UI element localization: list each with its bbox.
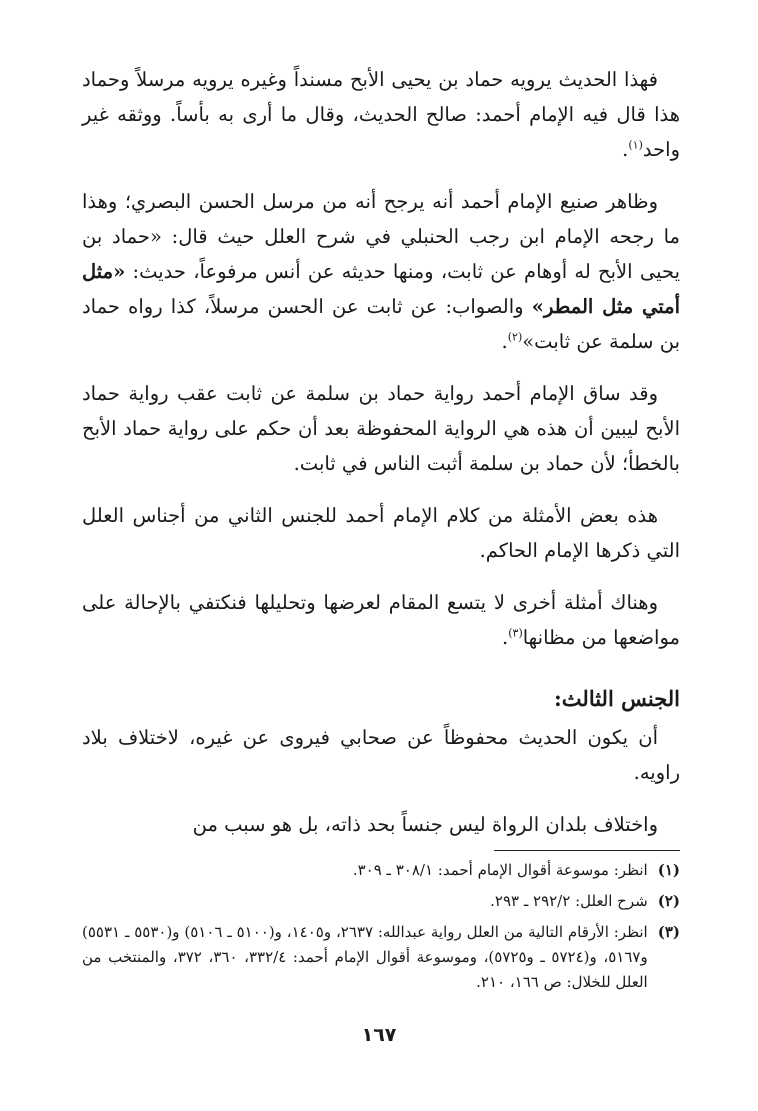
page-number: ١٦٧: [361, 1024, 397, 1046]
paragraph-5-text: وهناك أمثلة أخرى لا يتسع المقام لعرضها وتحليلها فنكتفي بالإحالة على مواضعها من مظانها: [82, 591, 680, 649]
paragraph-2-text-b: والصواب: عن ثابت عن الحسن مرسلاً، كذا رواه حماد بن سلمة عن ثابت»: [82, 295, 680, 353]
footnotes: [82, 858, 680, 1001]
hadith-title: «مثل أمتي مثل المطر»: [82, 260, 680, 318]
paragraph-2: وظاهر صنيع الإمام أحمد أنه يرجح أنه من مرسل الحسن البصري؛ وهذا ما رجحه الإمام ابن رجب الحنبلي في شرح العلل حيث قال: «حماد بن يحيى الأبح له أوهام عن ثابت، ومنها حديثه عن أنس مرفوعاً، حديث: «مثل أمتي مثل المطر» والصواب: عن ثابت عن الحسن مرسلاً، كذا رواه حماد بن سلمة عن ثابت»$^{(٢)}$.: [82, 190, 680, 353]
footnote-number: (٣): [657, 923, 680, 941]
footnote-text: انظر: الأرقام التالية من العلل رواية عبدالله: ٢٦٣٧، و١٤٠٥، و(٥١٠٠ ـ ٥١٠٦) و(٥٥٣٠ ـ ٥٥٣١) و٥١٦٧، و(٥٧٢٤ ـ و٥٧٢٥)، وموسوعة أقوال الإمام أحمد: ٣٣٢/٤، ٣٦٠، ٣٧٢، والمنتخب من العلل للخلال: ص ١٦٦، ٢١٠.: [82, 923, 648, 991]
footnote-1: [82, 858, 680, 883]
paragraph-4: هذه بعض الأمثلة من كلام الإمام أحمد للجنس الثاني من أجناس العلل التي ذكرها الإمام الحاكم.: [82, 504, 680, 562]
paragraph-1-text: فهذا الحديث يرويه حماد بن يحيى الأبح مسنداً وغيره يرويه مرسلاً وحماد هذا قال فيه الإمام أحمد: صالح الحديث، وقال ما أرى به بأساً. ووثقه غير واحد: [82, 68, 680, 161]
section-heading: الجنس الثالث:: [554, 686, 680, 711]
footnote-divider: [494, 850, 680, 851]
paragraph-1: فهذا الحديث يرويه حماد بن يحيى الأبح مسنداً وغيره يرويه مرسلاً وحماد هذا قال فيه الإمام أحمد: صالح الحديث، وقال ما أرى به بأساً. ووثقه غير واحد$^{(١)}$.: [82, 68, 680, 161]
main-text: [82, 62, 680, 859]
footnote-text: انظر: موسوعة أقوال الإمام أحمد: ٣٠٨/١ ـ ٣٠٩.: [352, 861, 648, 879]
footnote-ref-3: (٣): [508, 626, 523, 640]
paragraph-3: وقد ساق الإمام أحمد رواية حماد بن سلمة عن ثابت عقب رواية حماد الأبح ليبين أن هذه هي الرواية المحفوظة بعد أن حكم على رواية حماد الأبح بالخطأ؛ لأن حماد بن سلمة أثبت الناس في ثابت.: [82, 382, 680, 475]
footnote-3: [82, 920, 680, 995]
footnote-ref-2: (٢): [507, 330, 523, 344]
paragraph-5: وهناك أمثلة أخرى لا يتسع المقام لعرضها وتحليلها فنكتفي بالإحالة على مواضعها من مظانها$^{(٣)}$.: [82, 591, 680, 649]
footnote-number: (١): [657, 861, 680, 879]
footnote-2: [82, 889, 680, 914]
paragraph-6: أن يكون الحديث محفوظاً عن صحابي فيروى عن غيره، لاختلاف بلاد راويه.: [82, 726, 680, 784]
footnote-text: شرح العلل: ٢٩٢/٢ ـ ٢٩٣.: [490, 892, 648, 910]
footnote-number: (٢): [657, 892, 680, 910]
paragraph-2-text-a: وظاهر صنيع الإمام أحمد أنه يرجح أنه من مرسل الحسن البصري؛ وهذا ما رجحه الإمام ابن رجب الحنبلي في شرح العلل حيث قال: «حماد بن يحيى الأبح له أوهام عن ثابت، ومنها حديثه عن أنس مرفوعاً، حديث:: [82, 190, 680, 283]
paragraph-7: واختلاف بلدان الرواة ليس جنساً بحد ذاته، بل هو سبب من: [192, 813, 658, 836]
footnote-ref-1: (١): [628, 138, 643, 152]
